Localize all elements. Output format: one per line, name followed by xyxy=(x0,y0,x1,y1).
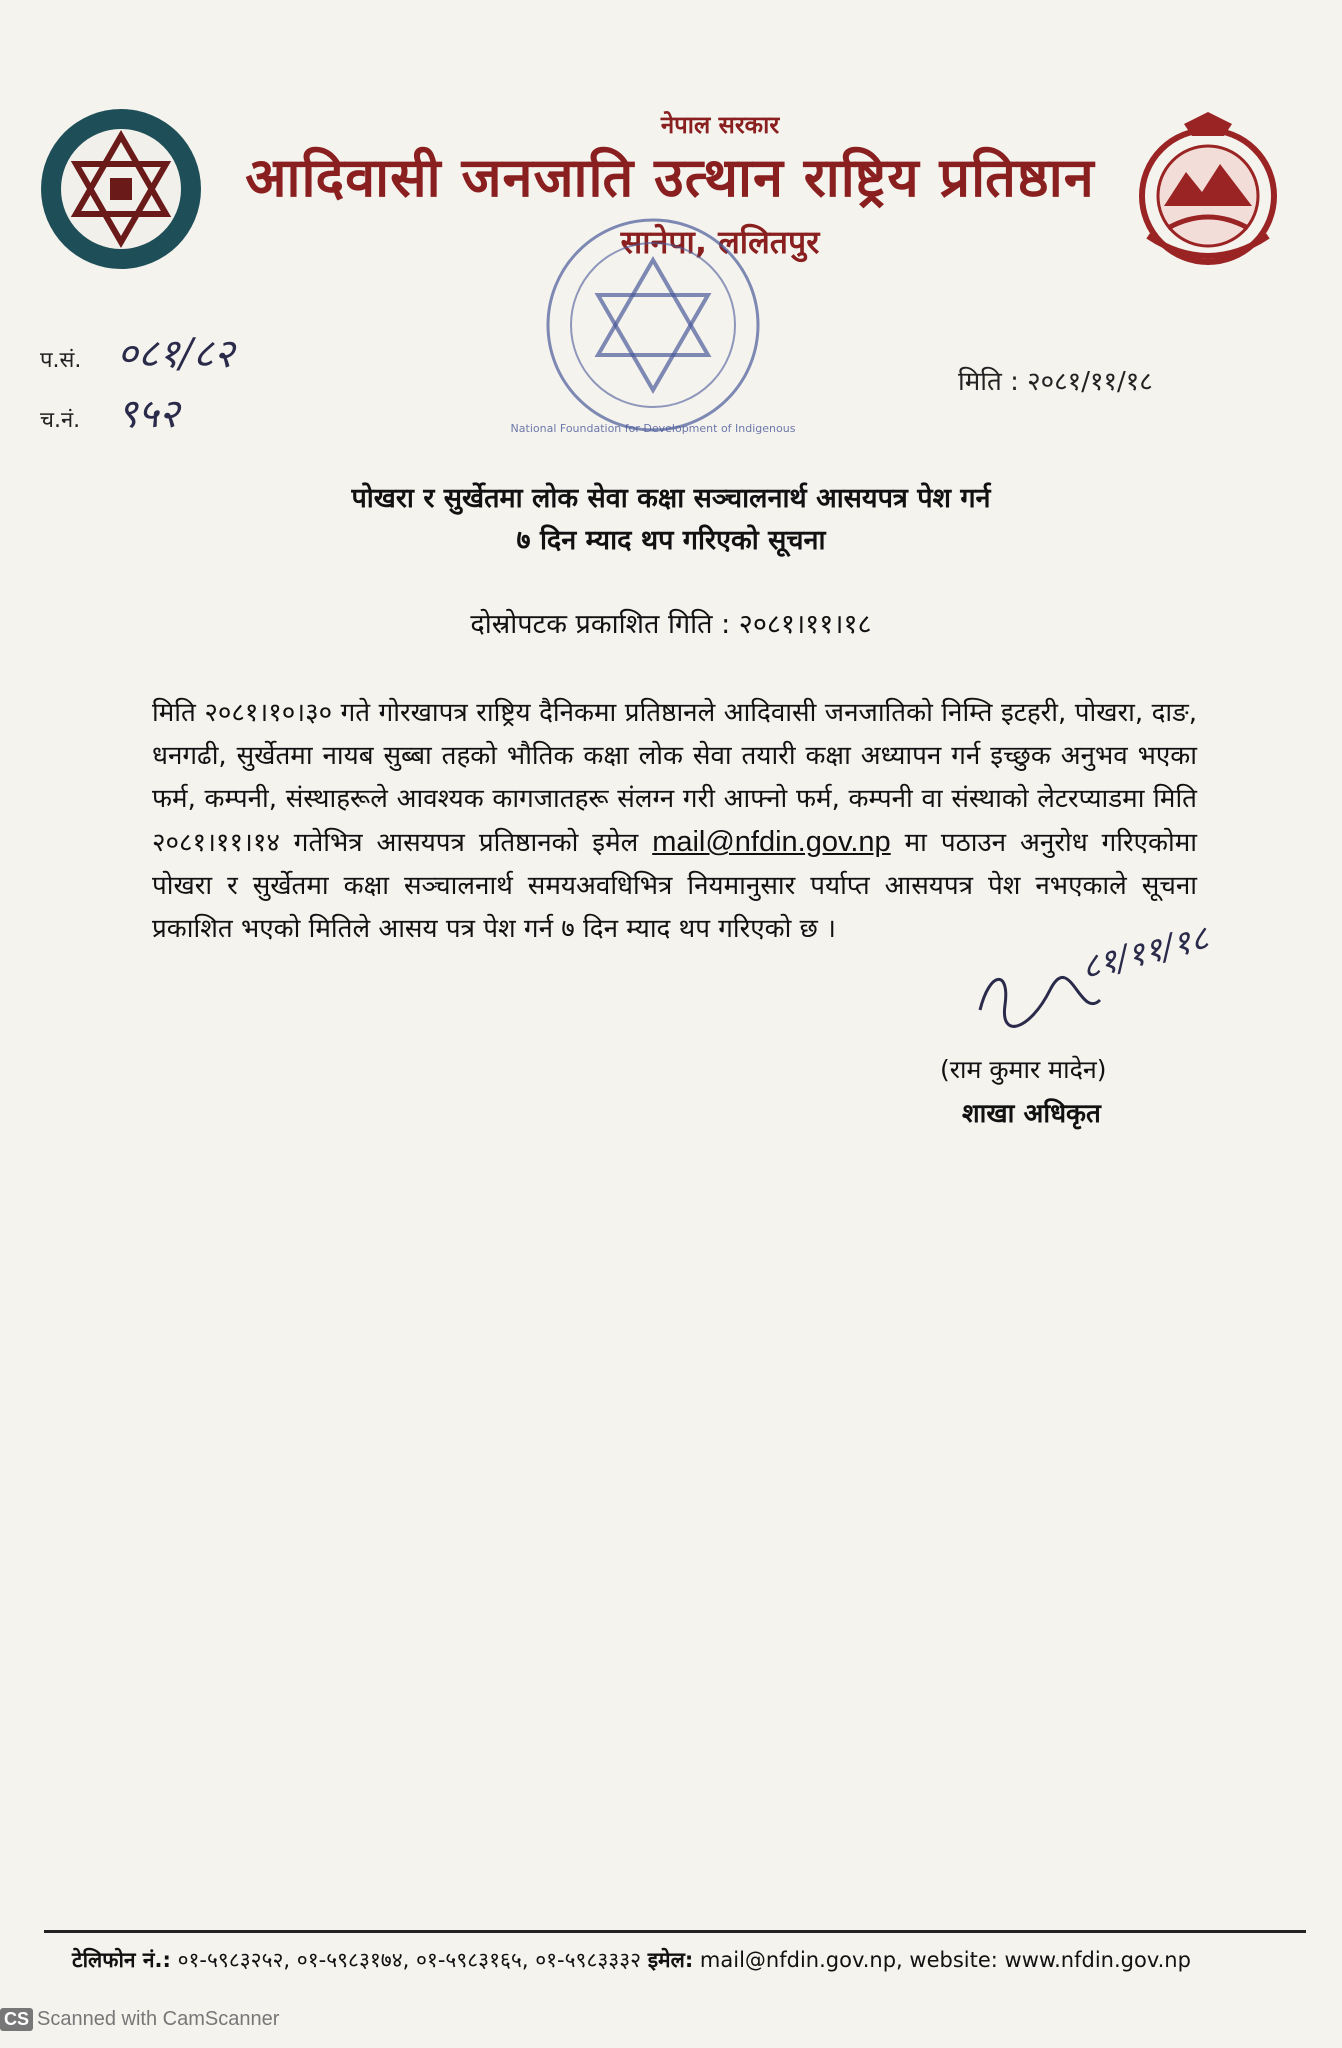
scanner-watermark xyxy=(0,2008,279,2040)
ps-label: प.सं. xyxy=(40,348,82,373)
reference-number xyxy=(40,324,234,379)
signer-name: (राम कुमार मादेन) xyxy=(940,1055,1107,1084)
svg-text:National Foundation for Develo: National Foundation for Development of Indigenous xyxy=(510,422,796,435)
scanner-text: Scanned with CamScanner xyxy=(37,2008,280,2030)
org-logo xyxy=(38,106,204,272)
organization-name: आदिवासी जनजाति उत्थान राष्ट्रिय प्रतिष्ठान xyxy=(245,146,1095,209)
camscanner-icon: CS xyxy=(0,2008,33,2031)
footer-phones: ०१-५९८३२५२, ०१-५९८३१७४, ०१-५९८३१६५, ०१-५९८३३३२ xyxy=(170,1948,648,1972)
footer-divider xyxy=(44,1930,1306,1933)
footer-contact xyxy=(72,1946,1312,1974)
cn-label: च.नं. xyxy=(40,408,81,433)
subject-line-2: ७ दिन म्याद थप गरिएको सूचना xyxy=(516,525,826,556)
signature-date: ८१/११/१८ xyxy=(1077,917,1213,988)
body-email-link[interactable]: mail@nfdin.gov.np xyxy=(652,826,891,858)
signer-title: शाखा अधिकृत xyxy=(962,1099,1101,1129)
cn-value: ९५२ xyxy=(117,391,180,437)
organization-address: सानेपा, ललितपुर xyxy=(620,223,820,261)
government-label: नेपाल सरकार xyxy=(660,111,780,139)
nepal-emblem xyxy=(1124,106,1292,274)
organization-stamp xyxy=(510,200,796,440)
dispatch-number xyxy=(40,384,179,439)
footer-email-website: mail@nfdin.gov.np, website: www.nfdin.gov.np xyxy=(693,1948,1191,1972)
notice-body xyxy=(152,692,1197,951)
ps-value: ०८१/८२ xyxy=(117,331,235,377)
letter-date: मिति : २०८१/११/१८ xyxy=(958,367,1153,397)
body-part-2: मा पठाउन अनुरोध गरिएकोमा पोखरा र सुर्खेतमा कक्षा सञ्चालनार्थ समयअवधिभित्र नियमानुसार पर्याप्त आसयपत्र पेश नभएकाले सूचना प्रकाशित भएको मितिले आसय पत्र पेश गर्न ७ दिन म्याद थप गरिएको छ । xyxy=(152,828,1197,944)
footer-phone-label: टेलिफोन नं.: xyxy=(72,1948,171,1972)
subject-line-1: पोखरा र सुर्खेतमा लोक सेवा कक्षा सञ्चालनार्थ आसयपत्र पेश गर्न xyxy=(351,483,991,514)
body-part-1: मिति २०८१।१०।३० गते गोरखापत्र राष्ट्रिय दैनिकमा प्रतिष्ठानले आदिवासी जनजातिको निम्ति इटहरी, पोखरा, दाङ, धनगढी, सुर्खेतमा नायब सुब्बा तहको भौतिक कक्षा लोक सेवा तयारी कक्षा अध्यापन गर्न इच्छुक अनुभव भएका फर्म, कम्पनी, संस्थाहरूले आवश्यक कागजातहरू संलग्न गरी आफ्नो फर्म, कम्पनी वा संस्थाको लेटरप्याडमा मिति २०८१।११।१४ गतेभित्र आसयपत्र प्रतिष्ठानको इमेल xyxy=(152,698,1197,858)
footer-email-label: इमेल: xyxy=(647,1948,694,1972)
published-date: दोस्रोपटक प्रकाशित गिति : २०८१।११।१८ xyxy=(470,609,872,640)
